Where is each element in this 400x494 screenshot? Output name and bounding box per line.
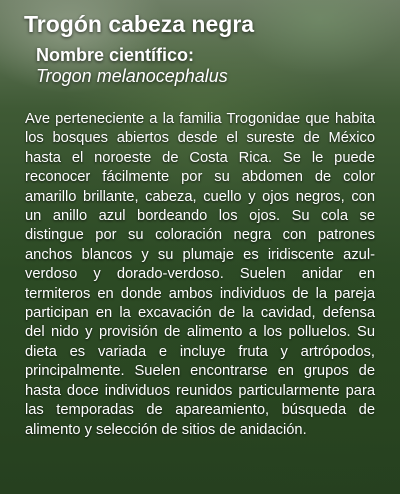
scientific-name: Trogon melanocephalus	[36, 66, 228, 86]
species-description: Ave perteneciente a la familia Trogonidae que habita los bosques abiertos desde el sureste de México hasta el noroeste de Costa Rica. Se le puede reconocer fácilmente por su abdomen de color amarillo brillante, cabeza, cuello y ojos negros, con un anillo azul bordeando los ojos. Su cola se distingue por su coloración negra con patrones anchos blancos y su plumaje es iridiscente azul-verdoso y dorado-verdoso. Suelen anidar en termiteros en donde ambos individuos de la pareja participan en la excavación de la cavidad, defensa del nido y provisión de alimento a los polluelos. Su dieta es variada e incluye fruta y artrópodos, principalmente. Suelen encontrarse en grupos de hasta doce individuos reunidos particularmente para las temporadas de apareamiento, búsqueda de alimento y selección de sitios de anidación.	[25, 111, 375, 438]
scientific-name-label: Nombre científico:	[36, 45, 195, 65]
species-title: Trogón cabeza negra	[24, 11, 255, 37]
